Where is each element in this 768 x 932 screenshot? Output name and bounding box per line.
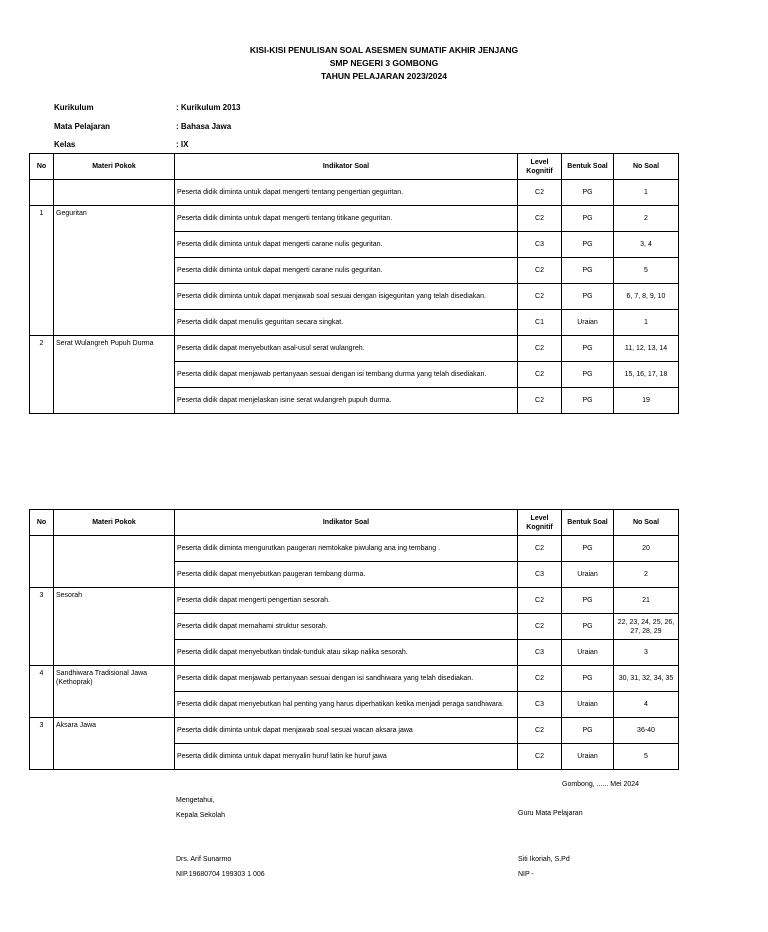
bentuk-cell: PG [562,180,614,206]
nosoal-cell: 20 [614,536,679,562]
bentuk-cell: PG [562,718,614,744]
indikator-cell: Peserta didik dapat menjelaskan isine serat wulangreh pupuh durma. [175,388,518,414]
table-row [30,336,679,362]
no-cell: 4 [30,666,54,718]
nosoal-cell: 5 [614,744,679,770]
col-materi-header: Materi Pokok [54,154,175,180]
nosoal-cell: 36-40 [614,718,679,744]
mengetahui-label: Mengetahui, [176,797,215,804]
nosoal-cell: 22, 23, 24, 25, 26, 27, 28, 29 [614,614,679,640]
guru-nip: NIP - [518,871,534,878]
nosoal-cell: 5 [614,258,679,284]
indikator-cell: Peserta didik diminta untuk dapat mengerti tentang titikane geguritan. [175,206,518,232]
level-cell: C2 [518,388,562,414]
indikator-cell: Peserta didik diminta untuk dapat menjawab soal sesuai dengan isigeguritan yang telah disediakan. [175,284,518,310]
nosoal-cell: 3, 4 [614,232,679,258]
bentuk-cell: PG [562,536,614,562]
no-cell [30,180,54,206]
nosoal-cell: 6, 7, 8, 9, 10 [614,284,679,310]
level-cell: C3 [518,562,562,588]
nosoal-cell: 15, 16, 17, 18 [614,362,679,388]
mapel-label: Mata Pelajaran [54,122,111,131]
no-cell: 2 [30,336,54,414]
col-indikator-header: Indikator Soal [175,510,518,536]
materi-cell [54,536,175,588]
place-date: Gombong, ...... Mei 2024 [562,781,640,788]
level-cell: C2 [518,588,562,614]
level-cell: C2 [518,206,562,232]
indikator-cell: Peserta didik diminta untuk dapat mengerti carane nulis geguritan. [175,258,518,284]
col-bentuk-header: Bentuk Soal [562,510,614,536]
level-cell: C2 [518,614,562,640]
col-indikator-header: Indikator Soal [175,154,518,180]
materi-cell: Geguritan [54,206,175,336]
indikator-cell: Peserta didik dapat memahami struktur sesorah. [175,614,518,640]
table-row [30,588,679,614]
level-line-1: Level [530,514,549,522]
col-nosoal-header: No Soal [614,154,679,180]
bentuk-cell: PG [562,614,614,640]
no-cell: 3 [30,588,54,666]
nosoal-cell: 19 [614,388,679,414]
nosoal-cell: 1 [614,310,679,336]
bentuk-cell: Uraian [562,744,614,770]
nosoal-cell: 1 [614,180,679,206]
nosoal-cell: 3 [614,640,679,666]
school-name: SMP NEGERI 3 GOMBONG [329,58,439,68]
bentuk-cell: Uraian [562,310,614,336]
level-cell: C3 [518,692,562,718]
bentuk-cell: Uraian [562,692,614,718]
indikator-cell: Peserta didik diminta mengurutkan paugeran nemtokake piwulang ana ing tembang . [175,536,518,562]
guru-name: Siti Ikoriah, S.Pd [518,856,570,863]
level-line-1: Level [530,158,549,166]
materi-cell: Sandhiwara Tradisional Jawa (Kethoprak) [54,666,175,718]
kepala-sekolah-nip: NIP.19680704 199303 1 006 [176,871,265,878]
indikator-cell: Peserta didik dapat menyebutkan tindak-tunduk atau sikap nalika sesorah. [175,640,518,666]
nosoal-cell: 4 [614,692,679,718]
level-cell: C2 [518,258,562,284]
academic-year: TAHUN PELAJARAN 2023/2024 [321,71,447,81]
bentuk-cell: PG [562,336,614,362]
level-cell: C2 [518,744,562,770]
col-bentuk-header: Bentuk Soal [562,154,614,180]
table-row [30,536,679,562]
bentuk-cell: PG [562,362,614,388]
document-title: KISI-KISI PENULISAN SOAL ASESMEN SUMATIF AKHIR JENJANG [249,45,519,55]
bentuk-cell: PG [562,206,614,232]
col-no-header: No [30,510,54,536]
indikator-cell: Peserta didik dapat menjawab pertanyaan sesuai dengan isi sandhiwara yang telah disediakan. [175,666,518,692]
col-level-header [518,154,562,180]
indikator-cell: Peserta didik dapat menjawab pertanyaan sesuai dengan isi tembang durma yang telah disediakan. [175,362,518,388]
bentuk-cell: Uraian [562,640,614,666]
kurikulum-value: : Kurikulum 2013 [176,103,241,112]
table-row [30,180,679,206]
bentuk-cell: PG [562,284,614,310]
level-line-2: Kognitif [526,523,553,531]
bentuk-cell: PG [562,388,614,414]
nosoal-cell: 2 [614,206,679,232]
level-cell: C2 [518,362,562,388]
kisi-table-2 [29,509,679,770]
kepala-sekolah-title: Kepala Sekolah [176,812,226,819]
table-header-row [30,154,679,180]
level-cell: C3 [518,232,562,258]
mapel-value: : Bahasa Jawa [176,122,232,131]
kelas-value: : IX [176,140,189,149]
indikator-cell: Peserta didik dapat mengerti pengertian sesorah. [175,588,518,614]
level-cell: C3 [518,640,562,666]
table-row [30,206,679,232]
no-cell: 3 [30,718,54,770]
col-materi-header: Materi Pokok [54,510,175,536]
col-nosoal-header: No Soal [614,510,679,536]
level-cell: C2 [518,336,562,362]
materi-cell: Aksara Jawa [54,718,175,770]
materi-cell: Sesorah [54,588,175,666]
bentuk-cell: PG [562,588,614,614]
col-no-header: No [30,154,54,180]
bentuk-cell: Uraian [562,562,614,588]
table-row [30,666,679,692]
table-row [30,718,679,744]
indikator-cell: Peserta didik diminta untuk dapat menjawab soal sesuai wacan aksara jawa [175,718,518,744]
materi-cell [54,180,175,206]
col-level-header [518,510,562,536]
nosoal-cell: 2 [614,562,679,588]
no-cell [30,536,54,588]
level-cell: C2 [518,180,562,206]
bentuk-cell: PG [562,232,614,258]
indikator-cell: Peserta didik diminta untuk dapat mengerti tentang pengertian geguritan. [175,180,518,206]
kurikulum-label: Kurikulum [54,103,94,112]
bentuk-cell: PG [562,258,614,284]
nosoal-cell: 30, 31, 32, 34, 35 [614,666,679,692]
indikator-cell: Peserta didik dapat menyebutkan hal penting yang harus diperhatikan ketika menjadi peraga sandhiwara. [175,692,518,718]
table-header-row [30,510,679,536]
level-cell: C2 [518,536,562,562]
bentuk-cell: PG [562,666,614,692]
indikator-cell: Peserta didik dapat menulis geguritan secara singkat. [175,310,518,336]
guru-title: Guru Mata Pelajaran [518,810,583,817]
no-cell: 1 [30,206,54,336]
level-cell: C1 [518,310,562,336]
nosoal-cell: 11, 12, 13, 14 [614,336,679,362]
indikator-cell: Peserta didik diminta untuk dapat menyalin huruf latin ke huruf jawa [175,744,518,770]
level-cell: C2 [518,284,562,310]
level-cell: C2 [518,666,562,692]
indikator-cell: Peserta didik diminta untuk dapat mengerti carane nulis geguritan. [175,232,518,258]
indikator-cell: Peserta didik dapat menyebutkan asal-usul serat wulangreh. [175,336,518,362]
level-line-2: Kognitif [526,167,553,175]
level-cell: C2 [518,718,562,744]
kepala-sekolah-name: Drs. Arif Sunarmo [176,856,232,863]
kisi-table-1 [29,153,679,414]
materi-cell: Serat Wulangreh Pupuh Durma [54,336,175,414]
indikator-cell: Peserta didik dapat menyebutkan paugeran tembang durma. [175,562,518,588]
kelas-label: Kelas [54,140,76,149]
nosoal-cell: 21 [614,588,679,614]
